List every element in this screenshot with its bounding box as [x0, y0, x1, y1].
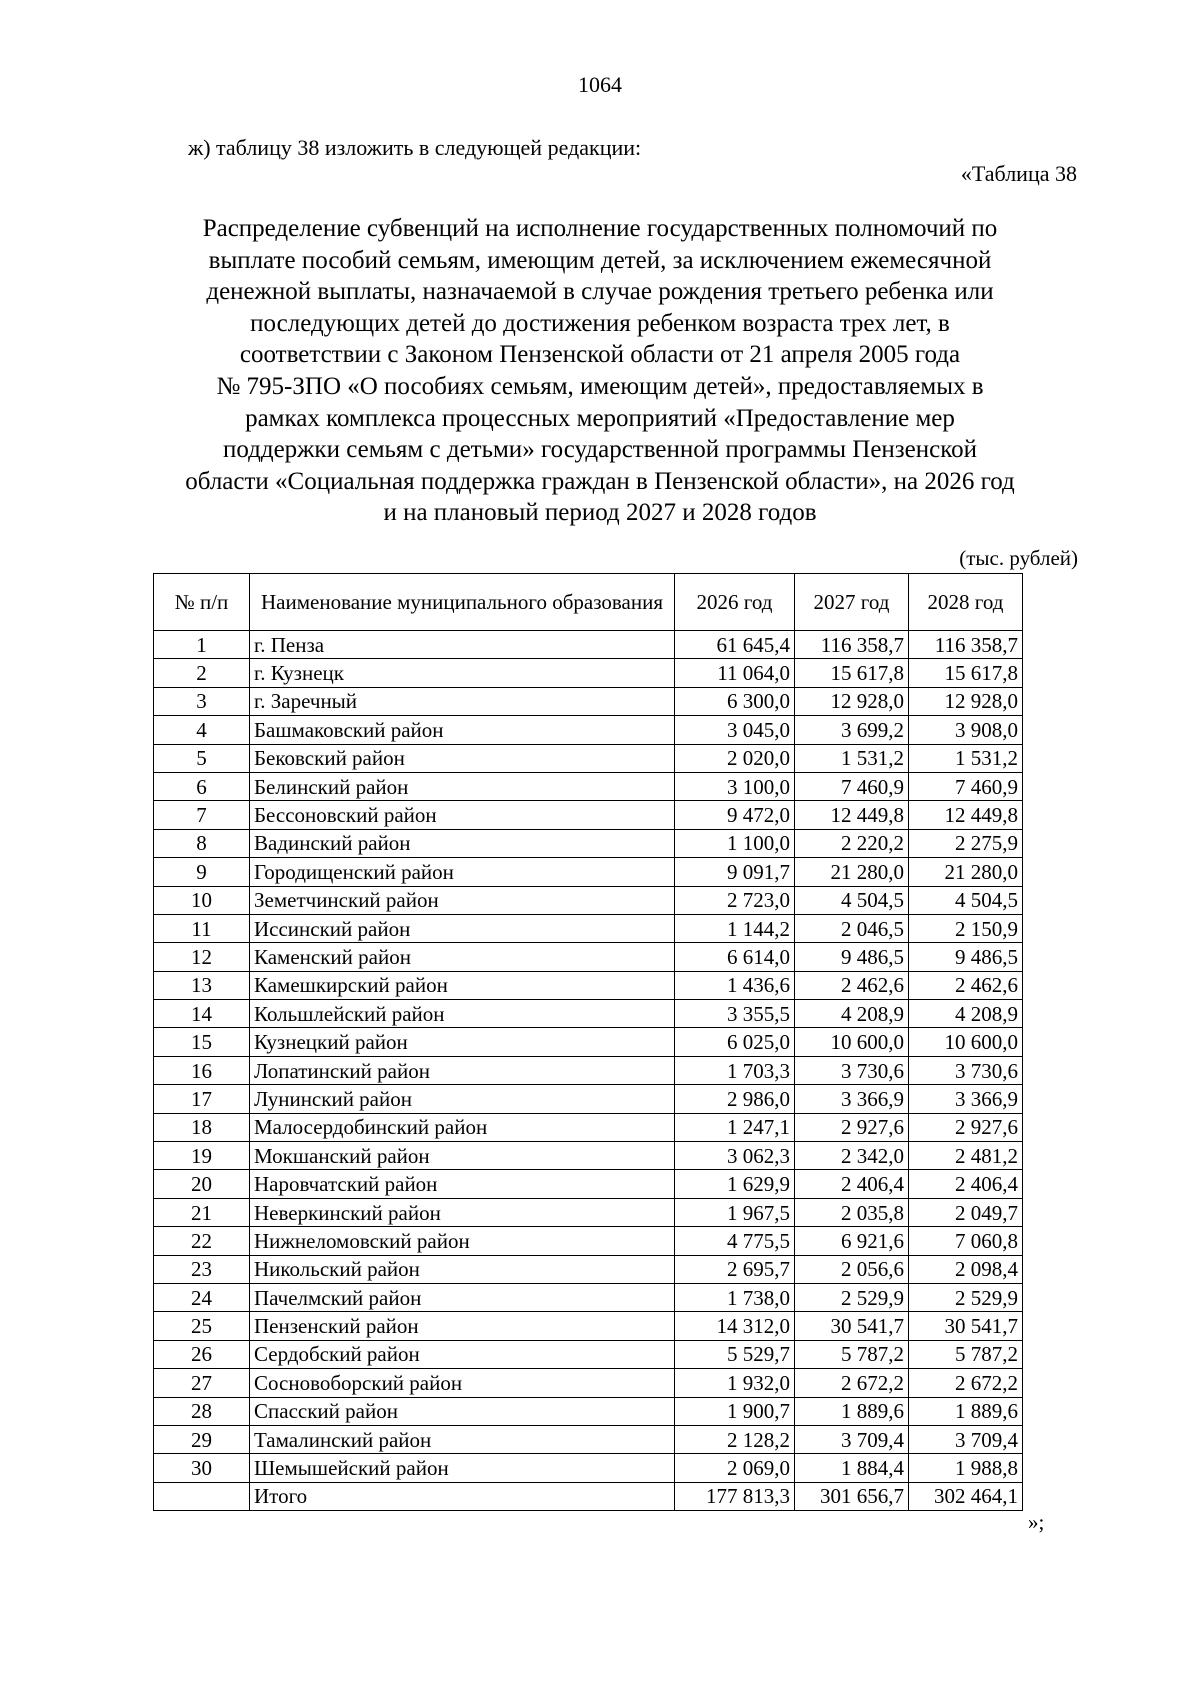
table-row: [154, 886, 1023, 914]
value-2026: 1 436,6: [675, 971, 795, 999]
table-row: [154, 772, 1023, 800]
value-2028: 2 927,6: [909, 1113, 1023, 1141]
value-2026: 9 091,7: [675, 858, 795, 886]
municipality-name: Неверкинский район: [250, 1198, 675, 1226]
total-2028: 302 464,1: [909, 1482, 1023, 1510]
row-number: 20: [154, 1170, 250, 1198]
header-2027: 2027 год: [795, 574, 909, 631]
table-row: [154, 971, 1023, 999]
value-2028: 30 541,7: [909, 1312, 1023, 1340]
value-2026: 2 695,7: [675, 1255, 795, 1283]
row-number: 14: [154, 1000, 250, 1028]
table-row: [154, 801, 1023, 829]
value-2028: 4 504,5: [909, 886, 1023, 914]
municipality-name: Малосердобинский район: [250, 1113, 675, 1141]
table-row: [154, 744, 1023, 772]
row-number: 9: [154, 858, 250, 886]
value-2026: 1 144,2: [675, 914, 795, 942]
value-2027: 3 709,4: [795, 1425, 909, 1453]
amendment-line: ж) таблицу 38 изложить в следующей редакции:: [188, 135, 642, 160]
value-2028: 2 150,9: [909, 914, 1023, 942]
value-2027: 1 889,6: [795, 1397, 909, 1425]
row-number: 25: [154, 1312, 250, 1340]
value-2027: 4 208,9: [795, 1000, 909, 1028]
municipality-name: Мокшанский район: [250, 1142, 675, 1170]
value-2026: 1 932,0: [675, 1369, 795, 1397]
value-2027: 12 928,0: [795, 687, 909, 715]
table-row: [154, 1000, 1023, 1028]
row-number: 6: [154, 772, 250, 800]
row-number: 16: [154, 1056, 250, 1084]
value-2027: 2 529,9: [795, 1283, 909, 1311]
unit-label: (тыс. рублей): [959, 546, 1078, 570]
row-number: 11: [154, 914, 250, 942]
municipality-name: Кузнецкий район: [250, 1028, 675, 1056]
value-2027: 2 406,4: [795, 1170, 909, 1198]
value-2028: 5 787,2: [909, 1340, 1023, 1368]
table-total-row: [154, 1482, 1023, 1510]
value-2026: 1 100,0: [675, 829, 795, 857]
value-2026: 5 529,7: [675, 1340, 795, 1368]
value-2028: 3 366,9: [909, 1085, 1023, 1113]
row-number: 3: [154, 687, 250, 715]
value-2028: 2 098,4: [909, 1255, 1023, 1283]
municipality-name: г. Пенза: [250, 631, 675, 659]
municipality-name: Спасский район: [250, 1397, 675, 1425]
value-2026: 1 629,9: [675, 1170, 795, 1198]
table-row: [154, 631, 1023, 659]
municipality-name: Никольский район: [250, 1255, 675, 1283]
municipality-name: Белинский район: [250, 772, 675, 800]
value-2027: 5 787,2: [795, 1340, 909, 1368]
row-number: 7: [154, 801, 250, 829]
municipality-name: Башмаковский район: [250, 716, 675, 744]
value-2027: 15 617,8: [795, 659, 909, 687]
value-2027: 2 220,2: [795, 829, 909, 857]
value-2027: 1 531,2: [795, 744, 909, 772]
value-2027: 3 699,2: [795, 716, 909, 744]
table-row: [154, 829, 1023, 857]
value-2028: 2 672,2: [909, 1369, 1023, 1397]
value-2026: 4 775,5: [675, 1227, 795, 1255]
value-2026: 2 069,0: [675, 1454, 795, 1482]
row-number: 18: [154, 1113, 250, 1141]
row-number: 22: [154, 1227, 250, 1255]
value-2026: 6 614,0: [675, 943, 795, 971]
table-row: [154, 1198, 1023, 1226]
value-2027: 3 730,6: [795, 1056, 909, 1084]
value-2026: 1 967,5: [675, 1198, 795, 1226]
title-line: поддержки семьям с детьми» государственной программы Пензенской: [222, 436, 978, 464]
closing-mark: »;: [1028, 1510, 1045, 1534]
value-2027: 3 366,9: [795, 1085, 909, 1113]
value-2026: 1 900,7: [675, 1397, 795, 1425]
value-2028: 12 928,0: [909, 687, 1023, 715]
value-2027: 21 280,0: [795, 858, 909, 886]
municipality-name: Лунинский район: [250, 1085, 675, 1113]
row-number: 27: [154, 1369, 250, 1397]
table-row: [154, 1028, 1023, 1056]
municipality-name: Нижнеломовский район: [250, 1227, 675, 1255]
title-line: рамках комплекса процессных мероприятий «Предоставление мер: [245, 404, 955, 432]
value-2028: 1 889,6: [909, 1397, 1023, 1425]
row-number: 23: [154, 1255, 250, 1283]
value-2027: 10 600,0: [795, 1028, 909, 1056]
municipality-name: Пензенский район: [250, 1312, 675, 1340]
total-label: Итого: [250, 1482, 675, 1510]
header-2026: 2026 год: [675, 574, 795, 631]
value-2026: 3 062,3: [675, 1142, 795, 1170]
value-2027: 4 504,5: [795, 886, 909, 914]
value-2026: 14 312,0: [675, 1312, 795, 1340]
municipality-name: Сердобский район: [250, 1340, 675, 1368]
municipality-name: Сосновоборский район: [250, 1369, 675, 1397]
value-2027: 116 358,7: [795, 631, 909, 659]
row-number: 28: [154, 1397, 250, 1425]
row-number: 10: [154, 886, 250, 914]
header-name: Наименование муниципального образования: [250, 574, 675, 631]
title-line: и на плановый период 2027 и 2028 годов: [383, 499, 817, 527]
value-2028: 10 600,0: [909, 1028, 1023, 1056]
table-row: [154, 1056, 1023, 1084]
header-num: № п/п: [154, 574, 250, 631]
page-number: 1064: [578, 72, 622, 97]
title-line: выплате пособий семьям, имеющим детей, за исключением ежемесячной: [208, 246, 992, 274]
value-2028: 3 730,6: [909, 1056, 1023, 1084]
value-2028: 12 449,8: [909, 801, 1023, 829]
title-line: области «Социальная поддержка граждан в Пензенской области», на 2026 год: [185, 467, 1015, 495]
row-number: 2: [154, 659, 250, 687]
row-number: 5: [154, 744, 250, 772]
value-2026: 6 025,0: [675, 1028, 795, 1056]
value-2027: 2 046,5: [795, 914, 909, 942]
municipality-name: Пачелмский район: [250, 1283, 675, 1311]
table-row: [154, 687, 1023, 715]
table-row: [154, 1454, 1023, 1482]
row-number: 8: [154, 829, 250, 857]
value-2028: 15 617,8: [909, 659, 1023, 687]
value-2028: 2 406,4: [909, 1170, 1023, 1198]
row-number: 13: [154, 971, 250, 999]
table-row: [154, 1340, 1023, 1368]
table-row: [154, 914, 1023, 942]
table-header-row: [154, 574, 1023, 631]
value-2028: 1 531,2: [909, 744, 1023, 772]
table-row: [154, 1227, 1023, 1255]
value-2028: 2 462,6: [909, 971, 1023, 999]
table-row: [154, 1283, 1023, 1311]
title-line: денежной выплаты, назначаемой в случае рождения третьего ребенка или: [206, 278, 994, 306]
value-2026: 9 472,0: [675, 801, 795, 829]
row-number: 21: [154, 1198, 250, 1226]
row-number: 1: [154, 631, 250, 659]
document-title: [120, 213, 1080, 529]
value-2028: 3 709,4: [909, 1425, 1023, 1453]
header-2028: 2028 год: [909, 574, 1023, 631]
table-row: [154, 943, 1023, 971]
municipality-name: Вадинский район: [250, 829, 675, 857]
total-number: [154, 1482, 250, 1510]
row-number: 26: [154, 1340, 250, 1368]
municipality-name: Земетчинский район: [250, 886, 675, 914]
value-2027: 2 342,0: [795, 1142, 909, 1170]
row-number: 29: [154, 1425, 250, 1453]
municipality-name: г. Кузнецк: [250, 659, 675, 687]
table-row: [154, 1170, 1023, 1198]
municipality-name: Лопатинский район: [250, 1056, 675, 1084]
municipality-name: Тамалинский район: [250, 1425, 675, 1453]
municipality-name: Каменский район: [250, 943, 675, 971]
table-label: «Таблица 38: [960, 161, 1077, 186]
row-number: 4: [154, 716, 250, 744]
value-2028: 7 060,8: [909, 1227, 1023, 1255]
value-2026: 3 045,0: [675, 716, 795, 744]
value-2026: 1 738,0: [675, 1283, 795, 1311]
municipality-name: Кольшлейский район: [250, 1000, 675, 1028]
value-2028: 4 208,9: [909, 1000, 1023, 1028]
table-row: [154, 1085, 1023, 1113]
value-2026: 3 100,0: [675, 772, 795, 800]
value-2027: 2 056,6: [795, 1255, 909, 1283]
value-2027: 2 927,6: [795, 1113, 909, 1141]
total-2027: 301 656,7: [795, 1482, 909, 1510]
total-2026: 177 813,3: [675, 1482, 795, 1510]
value-2028: 116 358,7: [909, 631, 1023, 659]
municipality-name: Камешкирский район: [250, 971, 675, 999]
row-number: 12: [154, 943, 250, 971]
value-2026: 2 128,2: [675, 1425, 795, 1453]
municipality-name: Бессоновский район: [250, 801, 675, 829]
value-2027: 2 672,2: [795, 1369, 909, 1397]
value-2026: 2 723,0: [675, 886, 795, 914]
value-2027: 1 884,4: [795, 1454, 909, 1482]
municipality-name: Иссинский район: [250, 914, 675, 942]
municipality-name: Бековский район: [250, 744, 675, 772]
table-row: [154, 1113, 1023, 1141]
row-number: 15: [154, 1028, 250, 1056]
subsidy-table: [153, 573, 1023, 1511]
value-2028: 7 460,9: [909, 772, 1023, 800]
table-row: [154, 1142, 1023, 1170]
value-2028: 9 486,5: [909, 943, 1023, 971]
value-2027: 7 460,9: [795, 772, 909, 800]
title-line: последующих детей до достижения ребенком возраста трех лет, в: [250, 309, 950, 337]
value-2028: 3 908,0: [909, 716, 1023, 744]
value-2028: 2 049,7: [909, 1198, 1023, 1226]
value-2028: 21 280,0: [909, 858, 1023, 886]
value-2027: 2 462,6: [795, 971, 909, 999]
municipality-name: Наровчатский район: [250, 1170, 675, 1198]
value-2027: 12 449,8: [795, 801, 909, 829]
table-row: [154, 1312, 1023, 1340]
table-row: [154, 1425, 1023, 1453]
row-number: 19: [154, 1142, 250, 1170]
title-line: Распределение субвенций на исполнение государственных полномочий по: [202, 215, 998, 242]
row-number: 24: [154, 1283, 250, 1311]
value-2026: 2 020,0: [675, 744, 795, 772]
value-2026: 2 986,0: [675, 1085, 795, 1113]
table-row: [154, 1397, 1023, 1425]
value-2027: 9 486,5: [795, 943, 909, 971]
value-2027: 2 035,8: [795, 1198, 909, 1226]
table-row: [154, 858, 1023, 886]
table-row: [154, 659, 1023, 687]
municipality-name: г. Заречный: [250, 687, 675, 715]
title-line: соответствии с Законом Пензенской области от 21 апреля 2005 года: [239, 341, 961, 369]
value-2027: 30 541,7: [795, 1312, 909, 1340]
value-2026: 61 645,4: [675, 631, 795, 659]
value-2026: 1 247,1: [675, 1113, 795, 1141]
title-line: № 795-ЗПО «О пособиях семьям, имеющим детей», предоставляемых в: [216, 372, 984, 400]
row-number: 17: [154, 1085, 250, 1113]
value-2028: 1 988,8: [909, 1454, 1023, 1482]
value-2026: 3 355,5: [675, 1000, 795, 1028]
table-row: [154, 716, 1023, 744]
table-row: [154, 1369, 1023, 1397]
value-2027: 6 921,6: [795, 1227, 909, 1255]
value-2026: 1 703,3: [675, 1056, 795, 1084]
municipality-name: Городищенский район: [250, 858, 675, 886]
value-2028: 2 481,2: [909, 1142, 1023, 1170]
value-2026: 6 300,0: [675, 687, 795, 715]
table-body: [154, 631, 1023, 1511]
value-2028: 2 275,9: [909, 829, 1023, 857]
value-2028: 2 529,9: [909, 1283, 1023, 1311]
row-number: 30: [154, 1454, 250, 1482]
table-row: [154, 1255, 1023, 1283]
value-2026: 11 064,0: [675, 659, 795, 687]
municipality-name: Шемышейский район: [250, 1454, 675, 1482]
